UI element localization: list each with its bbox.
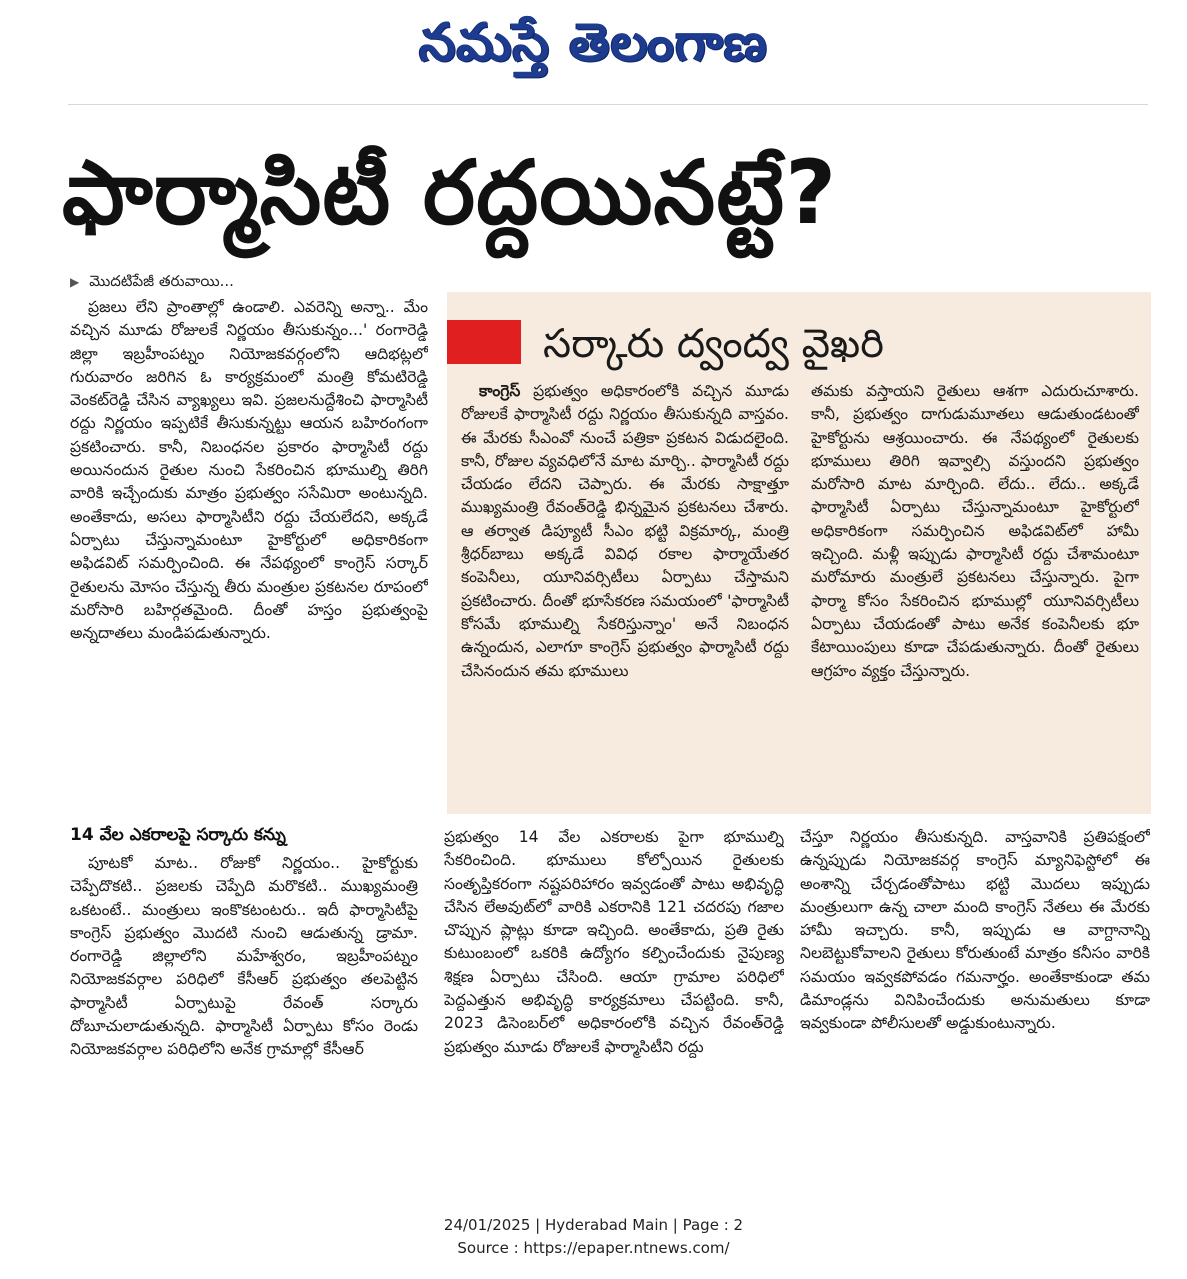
lead-article-text: ప్రజలు లేని ప్రాంతాల్లో ఉండాలి. ఎవరెన్ని అన్నా.. మేం వచ్చిన మూడు రోజులకే నిర్ణయం తీసుకున్నం...' రంగారెడ్డి జిల్లా ఇబ్రహీంపట్నం నియోజకవర్గంలోని ఆదిభట్లలో గురువారం జరిగిన ఓ కార్యక్రమంలో మంత్రి కోమటిరెడ్డి వెంకట్‌రెడ్డి చేసిన వ్యాఖ్యలు ఇవి. ప్రజలనుద్దేశించి ఫార్మాసిటీ రద్దు నిర్ణయం ఇప్పటికే తీసుకున్నట్టు ఆయన బహిరంగంగా ప్రకటించారు. కానీ, నిబంధనల ప్రకారం ఫార్మాసిటీ రద్దు అయినందున రైతుల నుంచి సేకరించిన భూముల్ని తిరిగి వారికి ఇచ్చేందుకు మాత్రం ప్రభుత్వం ససేమిరా అంటున్నది. అంతేకాదు, అసలు ఫార్మాసిటీని రద్దు చేయలేదని, అక్కడే ఏర్పాటు చేస్తున్నామంటూ హైకోర్టులో అధికారికంగా అఫిడవిట్ సమర్పించింది. ఈ నేపథ్యంలో కాంగ్రెస్ సర్కార్ రైతులను మోసం చేస్తున్న తీరు మంత్రుల ప్రకటనల రూపంలో మరోసారి బహిర్గతమైంది. దీంతో హస్తం ప్రభుత్వంపై అన్నదాతలు మండిపడుతున్నారు. bbox=[70, 298, 428, 643]
chevron-right-icon: ▶ bbox=[70, 275, 80, 289]
second-col3-text: చేస్తూ నిర్ణయం తీసుకున్నది. వాస్తవానికి ప్రతిపక్షంలో ఉన్నప్పుడు నియోజకవర్గ కాంగ్రెస్ మ్యానిఫెస్టోలో ఈ అంశాన్ని చేర్చడంతోపాటు భట్టి మొదలు ఇప్పుడు మంత్రులుగా ఉన్న చాలా మంది కాంగ్రెస్ నేతలు ఈ మేరకు హామీ ఇచ్చారు. కానీ, ఇప్పుడు ఆ వాగ్దానాన్ని నిలబెట్టుకోవాలని రైతులు కోరుతుంటే మాత్రం కనీసం వారికి సమయం ఇవ్వకపోవడం గమనార్హం. అంతేకాకుండా తమ డిమాండ్లను వినిపించేందుకు అనుమతులు కూడా ఇవ్వకుండా పోలీసులతో అడ్డుకుంటున్నారు. bbox=[800, 828, 1150, 1033]
masthead bbox=[0, 0, 1187, 98]
headline: ఫార్మాసిటీ రద్దయినట్టే? bbox=[62, 141, 838, 244]
continued-label: మొదటిపేజీ తరువాయి... bbox=[89, 272, 234, 290]
masthead-divider bbox=[68, 104, 1148, 105]
second-article-subhead: 14 వేల ఎకరాలపై సర్కారు కన్ను bbox=[70, 825, 286, 845]
red-marker bbox=[447, 320, 521, 364]
footer-date-edition: 24/01/2025 | Hyderabad Main | Page : 2 bbox=[443, 1216, 744, 1234]
lead-article-body bbox=[70, 296, 428, 800]
continued-from-front-page bbox=[70, 268, 234, 294]
box-col1-text: ప్రభుత్వం అధికారంలోకి వచ్చిన మూడు రోజులకే ఫార్మాసిటీ రద్దు నిర్ణయం తీసుకున్నది వాస్తవం. ఈ మేరకు సీఎంవో నుంచే పత్రికా ప్రకటన విడుదలైంది. కానీ, రోజుల వ్యవధిలోనే మాట మార్చి.. ఫార్మాసిటీ రద్దు చేయడం లేదని చెప్పారు. ఈ మేరకు సాక్షాత్తూ ముఖ్యమంత్రి రేవంత్‌రెడ్డి భిన్నమైన ప్రకటనలు చేశారు. ఆ తర్వాత డిప్యూటీ సీఎం భట్టి విక్రమార్క, మంత్రి శ్రీధర్‌బాబు అక్కడే వివిధ రకాల ఫార్మాయేతర కంపెనీలు, యూనివర్సిటీలు ఏర్పాటు చేస్తామని ప్రకటించారు. దీంతో భూసేకరణ సమయంలో 'ఫార్మాసిటీ కోసమే భూముల్ని సేకరిస్తున్నాం' అనే నిబంధన ఉన్నందున, ఎలాగూ కాంగ్రెస్ ప్రభుత్వం ఫార్మాసిటీ రద్దు చేసినందున తమ భూములు bbox=[461, 382, 789, 680]
newspaper-logo: నమస్తే తెలంగాణ bbox=[419, 13, 768, 73]
second-article-column-1 bbox=[70, 852, 418, 1140]
second-col1-text: పూటకో మాట.. రోజుకో నిర్ణయం.. హైకోర్టుకు చెప్పేదొకటి.. ప్రజలకు చెప్పేది మరొకటి.. ముఖ్యమంత్రి ఒకటంటే.. మంత్రులు ఇంకొకటంటరు.. ఇదీ ఫార్మాసిటీపై కాంగ్రెస్ ప్రభుత్వం మొదటి నుంచి ఆడుతున్న డ్రామా. రంగారెడ్డి జిల్లాలోని మహేశ్వరం, ఇబ్రహీంపట్నం నియోజకవర్గాల పరిధిలో కేసీఆర్ ప్రభుత్వం తలపెట్టిన ఫార్మాసిటీ ఏర్పాటుపై రేవంత్ సర్కారు దోబూచులాడుతున్నది. ఫార్మాసిటీ ఏర్పాటు కోసం రెండు నియోజకవర్గాల పరిధిలోని అనేక గ్రామాల్లో కేసీఆర్ bbox=[70, 854, 418, 1059]
box-header bbox=[447, 314, 1151, 388]
second-col2-text: ప్రభుత్వం 14 వేల ఎకరాలకు పైగా భూముల్ని సేకరించింది. భూములు కోల్పోయిన రైతులకు సంతృప్తికరంగా నష్టపరిహారం ఇవ్వడంతో పాటు అభివృద్ధి చేసిన లేఅవుట్‌లో వారికి ఎకరానికి 121 చదరపు గజాల చొప్పున ప్లాట్లు కూడా ఇచ్చింది. అంతేకాదు, ప్రతి రైతు కుటుంబంలో ఒకరికి ఉద్యోగం కల్పించేందుకు నైపుణ్య శిక్షణ ఏర్పాటు చేసింది. ఆయా గ్రామాల పరిధిలో పెద్దఎత్తున అభివృద్ధి కార్యక్రమాలు చేపట్టింది. కానీ, 2023 డిసెంబర్‌లో అధికారంలోకి వచ్చిన రేవంత్‌రెడ్డి ప్రభుత్వం మూడు రోజులకే ఫార్మాసిటీని రద్దు bbox=[444, 828, 784, 1056]
box-column-1 bbox=[461, 380, 789, 808]
box-col2-text: తమకు వస్తాయని రైతులు ఆశగా ఎదురుచూశారు. కానీ, ప్రభుత్వం దాగుడుమూతలు ఆడుతుండటంతో హైకోర్టును ఆశ్రయించారు. ఈ నేపథ్యంలో రైతులకు భూములు తిరిగి ఇవ్వాల్సి వస్తుందని ప్రభుత్వం మరోసారి మాట మార్చింది. లేదు.. లేదు.. అక్కడే ఫార్మాసిటీ ఏర్పాటు చేస్తున్నామంటూ హైకోర్టులో అధికారికంగా సమర్పించిన అఫిడవిట్‌లో హామీ ఇచ్చింది. మళ్లీ ఇప్పుడు ఫార్మాసిటీ రద్దు చేశామంటూ మరోమారు మంత్రులే ప్రకటనలు చేస్తున్నారు. పైగా ఫార్మా కోసం సేకరించిన భూముల్లో యూనివర్సిటీలు ఏర్పాటు చేయడంతో పాటు అనేక కంపెనీలకు భూ కేటాయింపులు కూడా చేపడుతున్నారు. దీంతో రైతులు ఆగ్రహం వ్యక్తం చేస్తున్నారు. bbox=[811, 382, 1139, 680]
second-article-column-2 bbox=[444, 826, 784, 1142]
footer-source: Source : https://epaper.ntnews.com/ bbox=[457, 1239, 730, 1257]
box-column-2 bbox=[811, 380, 1139, 808]
sidebar-box bbox=[447, 292, 1151, 814]
box-title: సర్కారు ద్వంద్వ వైఖరి bbox=[543, 321, 884, 367]
box-lead-word: కాంగ్రెస్ bbox=[479, 382, 521, 400]
second-article-column-3 bbox=[800, 826, 1150, 1142]
